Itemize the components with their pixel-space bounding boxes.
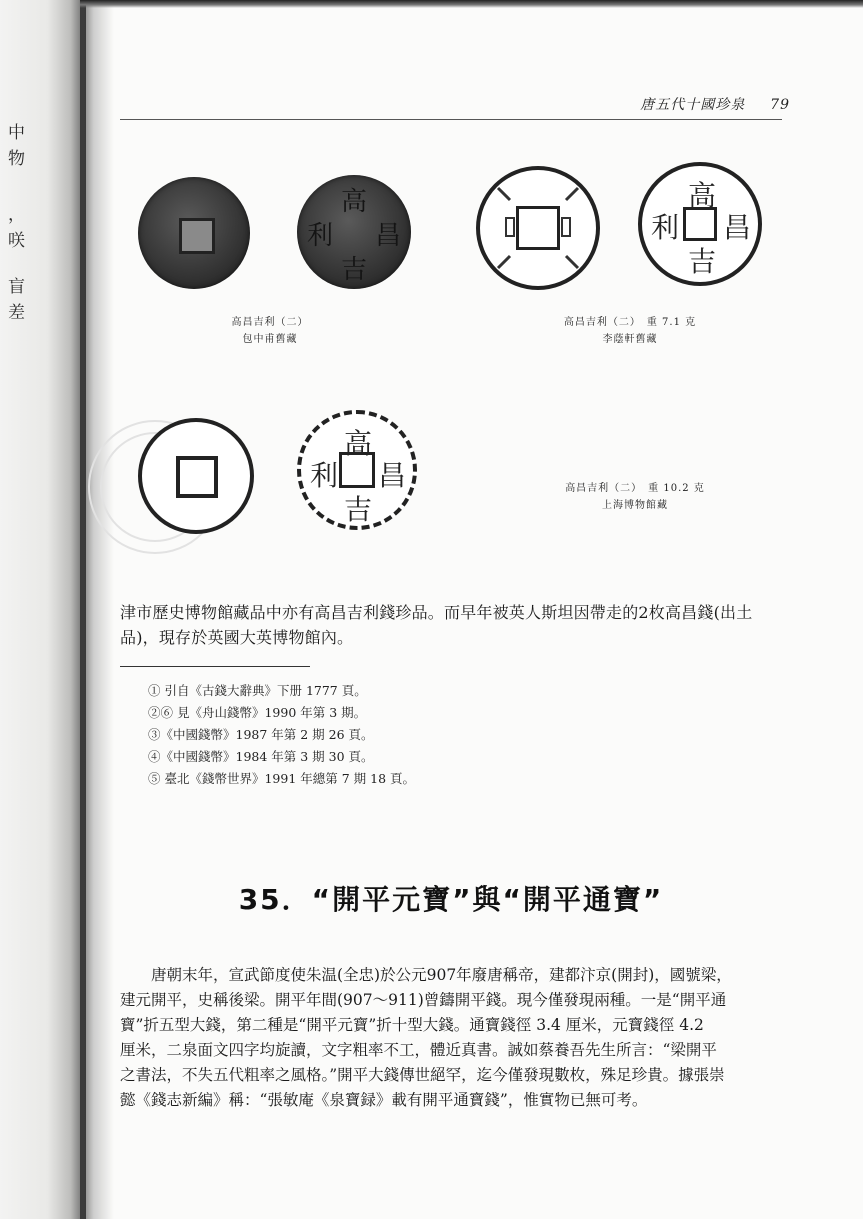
- coin-reverse-rubbing: [138, 418, 254, 534]
- caption-title: 高昌吉利（二）: [231, 317, 309, 328]
- header-rule: [120, 119, 782, 120]
- prev-char: 物: [8, 149, 25, 169]
- footnote-item: ① 引自《古錢大辭典》下册 1777 頁。: [148, 683, 367, 698]
- body-line: 建元開平，史稱後梁。開平年間(907～911)曾鑄開平錢。現今僅發現兩種。一是“開平通: [120, 991, 727, 1009]
- coin-char-right: 昌: [722, 211, 751, 244]
- coin-char-right: 昌: [377, 459, 406, 492]
- coin-obverse-rubbing: [297, 410, 417, 530]
- prev-char: 中: [8, 123, 25, 143]
- coin-char-bottom: 吉: [687, 245, 716, 278]
- top-edge-shadow: [80, 0, 863, 8]
- coin-obverse-rubbing: [638, 162, 762, 286]
- prev-char: 咲: [8, 231, 25, 251]
- coin-char-top: 高: [343, 427, 372, 460]
- coin-reverse-photo: [138, 177, 250, 289]
- previous-page-text: [8, 120, 32, 326]
- body-line: 寶”折五型大錢，第二種是“開平元寶”折十型大錢。通寶錢徑 3.4 厘米，元寶錢徑 4.2: [120, 1016, 704, 1034]
- coin-char-left: 利: [309, 459, 338, 492]
- prev-char: 差: [8, 303, 25, 323]
- coin-char-right: 昌: [374, 221, 401, 251]
- coin-caption-2: [540, 314, 720, 348]
- page-number: 79: [770, 97, 790, 113]
- section-body: [120, 963, 786, 1113]
- body-line: 唐朝末年，宣武節度使朱温(全忠)於公元907年廢唐稱帝，建都汴京(開封)，國號梁，: [120, 966, 732, 984]
- prev-char: 盲: [8, 277, 25, 297]
- previous-page-edge: [0, 0, 86, 1219]
- coin-char-top: 高: [340, 187, 367, 217]
- footnote-item: ④《中國錢幣》1984 年第 3 期 30 頁。: [148, 749, 374, 764]
- coin-char-bottom: 吉: [343, 493, 372, 526]
- body-line: 懿《錢志新編》稱：“張敏庵《泉寶録》載有開平通寶錢”，惟實物已無可考。: [120, 1091, 648, 1109]
- coin-char-left: 利: [650, 211, 679, 244]
- caption-title: 高昌吉利（二） 重 7.1 克: [563, 317, 697, 328]
- footnote-item: ⑤ 臺北《錢幣世界》1991 年總第 7 期 18 頁。: [148, 771, 416, 786]
- continued-paragraph: [120, 600, 786, 650]
- running-header: [600, 94, 790, 114]
- prev-char: ，: [8, 205, 25, 225]
- coin-obverse-photo: [297, 175, 411, 289]
- caption-collection: 李蔭軒舊藏: [602, 334, 658, 345]
- caption-title: 高昌吉利（二） 重 10.2 克: [565, 483, 705, 494]
- gutter-shadow: [80, 0, 114, 1219]
- rubbing-pattern: [480, 170, 596, 286]
- coin-square-hole: [179, 218, 215, 254]
- caption-collection: 上海博物館藏: [602, 500, 668, 511]
- coin-caption-1: [200, 314, 340, 348]
- paragraph-line: 津市歷史博物館藏品中亦有高昌吉利錢珍品。而早年被英人斯坦因帶走的2枚高昌錢(出土: [120, 603, 753, 622]
- paragraph-line: 品)，現存於英國大英博物館內。: [120, 628, 354, 647]
- coin-square-hole: [176, 456, 218, 498]
- coin-char-top: 高: [687, 179, 716, 212]
- footnotes: [148, 680, 648, 790]
- coin-char-left: 利: [306, 221, 333, 251]
- body-line: 厘米，二泉面文四字均旋讀，文字粗率不工，體近真書。誠如蔡養吾先生所言：“梁開平: [120, 1041, 717, 1059]
- footnote-rule: [120, 666, 310, 667]
- section-title: 35．“開平元寶”與“開平通寶”: [238, 883, 664, 916]
- footnote-item: ②⑥ 見《舟山錢幣》1990 年第 3 期。: [148, 705, 367, 720]
- coin-reverse-rubbing: [476, 166, 600, 290]
- footnote-item: ③《中國錢幣》1987 年第 2 期 26 頁。: [148, 727, 374, 742]
- caption-collection: 包中甫舊藏: [242, 334, 298, 345]
- coin-char-bottom: 吉: [340, 255, 367, 285]
- body-line: 之書法，不失五代粗率之風格。”開平大錢傳世絕罕，迄今僅發現數枚，殊足珍貴。據張崇: [120, 1066, 725, 1084]
- coin-caption-3: [540, 480, 730, 514]
- running-title: 唐五代十國珍泉: [640, 97, 746, 113]
